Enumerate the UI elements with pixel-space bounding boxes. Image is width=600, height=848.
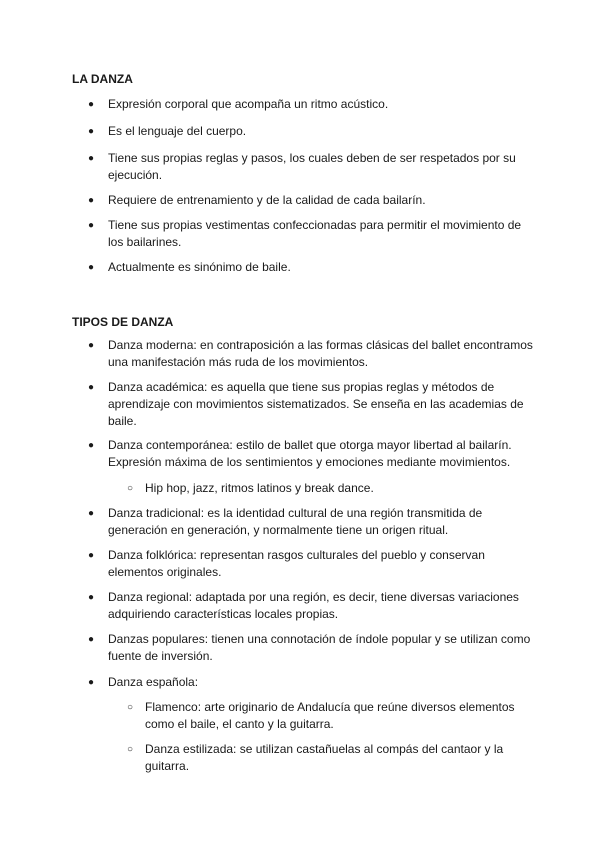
list-item-text: Danzas populares: tienen una connotación de índole popular y se utilizan como fuente de inversión. (108, 632, 531, 663)
list-item-text: Danza académica: es aquella que tiene sus propias reglas y métodos de aprendizaje con movimientos sistematizados. Se enseña en las academias de baile. (108, 380, 524, 428)
circle-bullet-icon: ○ (127, 702, 134, 713)
list-item-text: Actualmente es sinónimo de baile. (108, 260, 291, 274)
list-item-text: Expresión corporal que acompaña un ritmo acústico. (108, 97, 389, 111)
sub-list-item-text: Danza estilizada: se utilizan castañuelas al compás del cantaor y la guitarra. (145, 742, 504, 773)
list-item (88, 337, 536, 371)
list-item-text: Danza tradicional: es la identidad cultural de una región transmitida de generación en generación, y normalmente tiene un origen ritual. (108, 506, 483, 537)
bullet-icon: ● (88, 262, 95, 273)
list-item (88, 259, 536, 276)
list-item (88, 437, 536, 471)
list-item (88, 631, 536, 665)
list-item (88, 123, 536, 140)
sub-list-item-text: Hip hop, jazz, ritmos latinos y break dance. (145, 481, 374, 495)
sub-list-item (127, 741, 530, 775)
list-item-text: Danza española: (108, 675, 199, 689)
list-item (88, 379, 536, 430)
section-title-la-danza: LA DANZA (72, 72, 133, 86)
list-item-text: Danza moderna: en contraposición a las formas clásicas del ballet encontramos una manifestación más ruda de los movimientos. (108, 338, 533, 369)
circle-bullet-icon: ○ (127, 483, 134, 494)
list-item-text: Tiene sus propias reglas y pasos, los cuales deben de ser respetados por su ejecución. (108, 151, 516, 182)
bullet-icon: ● (88, 592, 95, 603)
bullet-icon: ● (88, 126, 95, 137)
bullet-icon: ● (88, 153, 95, 164)
list-item-text: Es el lenguaje del cuerpo. (108, 124, 247, 138)
list-item (88, 674, 536, 691)
list-item (88, 589, 536, 623)
bullet-icon: ● (88, 550, 95, 561)
sub-list-item (127, 699, 530, 733)
bullet-icon: ● (88, 382, 95, 393)
list-item (88, 547, 536, 581)
list-item-text: Danza contemporánea: estilo de ballet que otorga mayor libertad al bailarín. Expresión máxima de los sentimientos y emociones mediante movimientos. (108, 438, 512, 469)
list-item (88, 192, 536, 209)
bullet-icon: ● (88, 677, 95, 688)
bullet-icon: ● (88, 508, 95, 519)
list-item-text: Tiene sus propias vestimentas confeccionadas para permitir el movimiento de los bailarines. (108, 218, 522, 249)
list-item (88, 217, 536, 251)
list-item-text: Danza folklórica: representan rasgos culturales del pueblo y conservan elementos originales. (108, 548, 485, 579)
bullet-icon: ● (88, 220, 95, 231)
circle-bullet-icon: ○ (127, 744, 134, 755)
sub-list-item (127, 480, 530, 497)
list-item-text: Requiere de entrenamiento y de la calidad de cada bailarín. (108, 193, 426, 207)
section-title-tipos-de-danza: TIPOS DE DANZA (72, 315, 174, 329)
list-item (88, 150, 536, 184)
list-item (88, 505, 536, 539)
bullet-icon: ● (88, 340, 95, 351)
bullet-icon: ● (88, 195, 95, 206)
list-item-text: Danza regional: adaptada por una región, es decir, tiene diversas variaciones adquiriendo características locales propias. (108, 590, 519, 621)
bullet-icon: ● (88, 634, 95, 645)
sub-list-item-text: Flamenco: arte originario de Andalucía que reúne diversos elementos como el baile, el canto y la guitarra. (145, 700, 515, 731)
bullet-icon: ● (88, 99, 95, 110)
list-item (88, 96, 536, 113)
bullet-icon: ● (88, 440, 95, 451)
